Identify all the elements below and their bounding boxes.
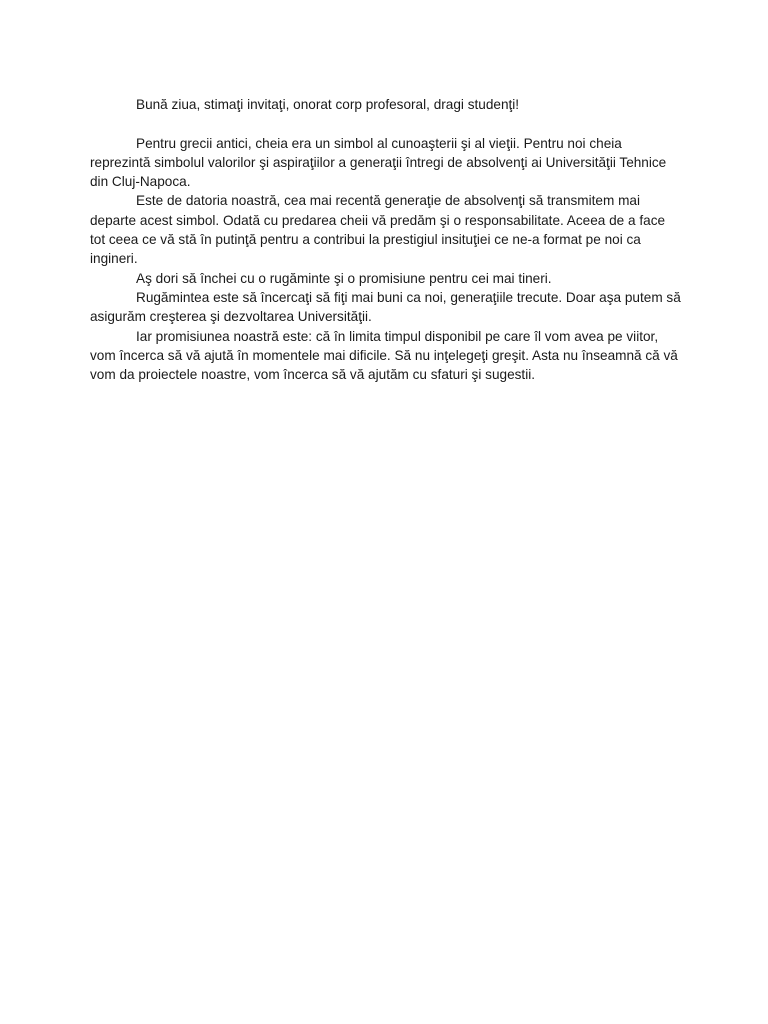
paragraph-responsibility: Este de datoria noastră, cea mai recentă generaţie de absolvenţi să transmitem mai departe acest simbol. Odată cu predarea cheii vă predăm şi o responsabilitate. Aceea de a face tot ceea ce vă stă în putinţă pentru a contribui la prestigiul insituţiei ce ne-a format pe noi ca ingineri. [90, 193, 666, 267]
paragraph-key-symbol: Pentru grecii antici, cheia era un simbol al cunoaşterii şi al vieţii. Pentru noi cheia reprezintă simbolul valorilor şi aspiraţiilor a generaţii întregi de absolvenţi ai Universităţii Tehnice din Cluj-Napoca. [90, 135, 667, 190]
paragraph-promise: Iar promisiunea noastră este: că în limita timpul disponibil pe care îl vom avea pe viitor, vom încerca să vă ajută în momentele mai dificile. Să nu inţelegeţi greşit. Asta nu înseamnă că vă vom da proiectele noastre, vom încerca să vă ajutăm cu sfaturi şi sugestii. [90, 328, 678, 383]
document-body [90, 95, 682, 384]
paragraph-request: Rugămintea este să încercaţi să fiţi mai buni ca noi, generaţiile trecute. Doar aşa putem să asigurăm creşterea şi dezvoltarea Universităţii. [90, 289, 681, 325]
greeting-line: Bună ziua, stimaţi invitaţi, onorat corp profesoral, dragi studenţi! [136, 97, 520, 112]
paragraph-closing-intro: Aş dori să închei cu o rugăminte şi o promisiune pentru cei mai tineri. [136, 270, 552, 286]
